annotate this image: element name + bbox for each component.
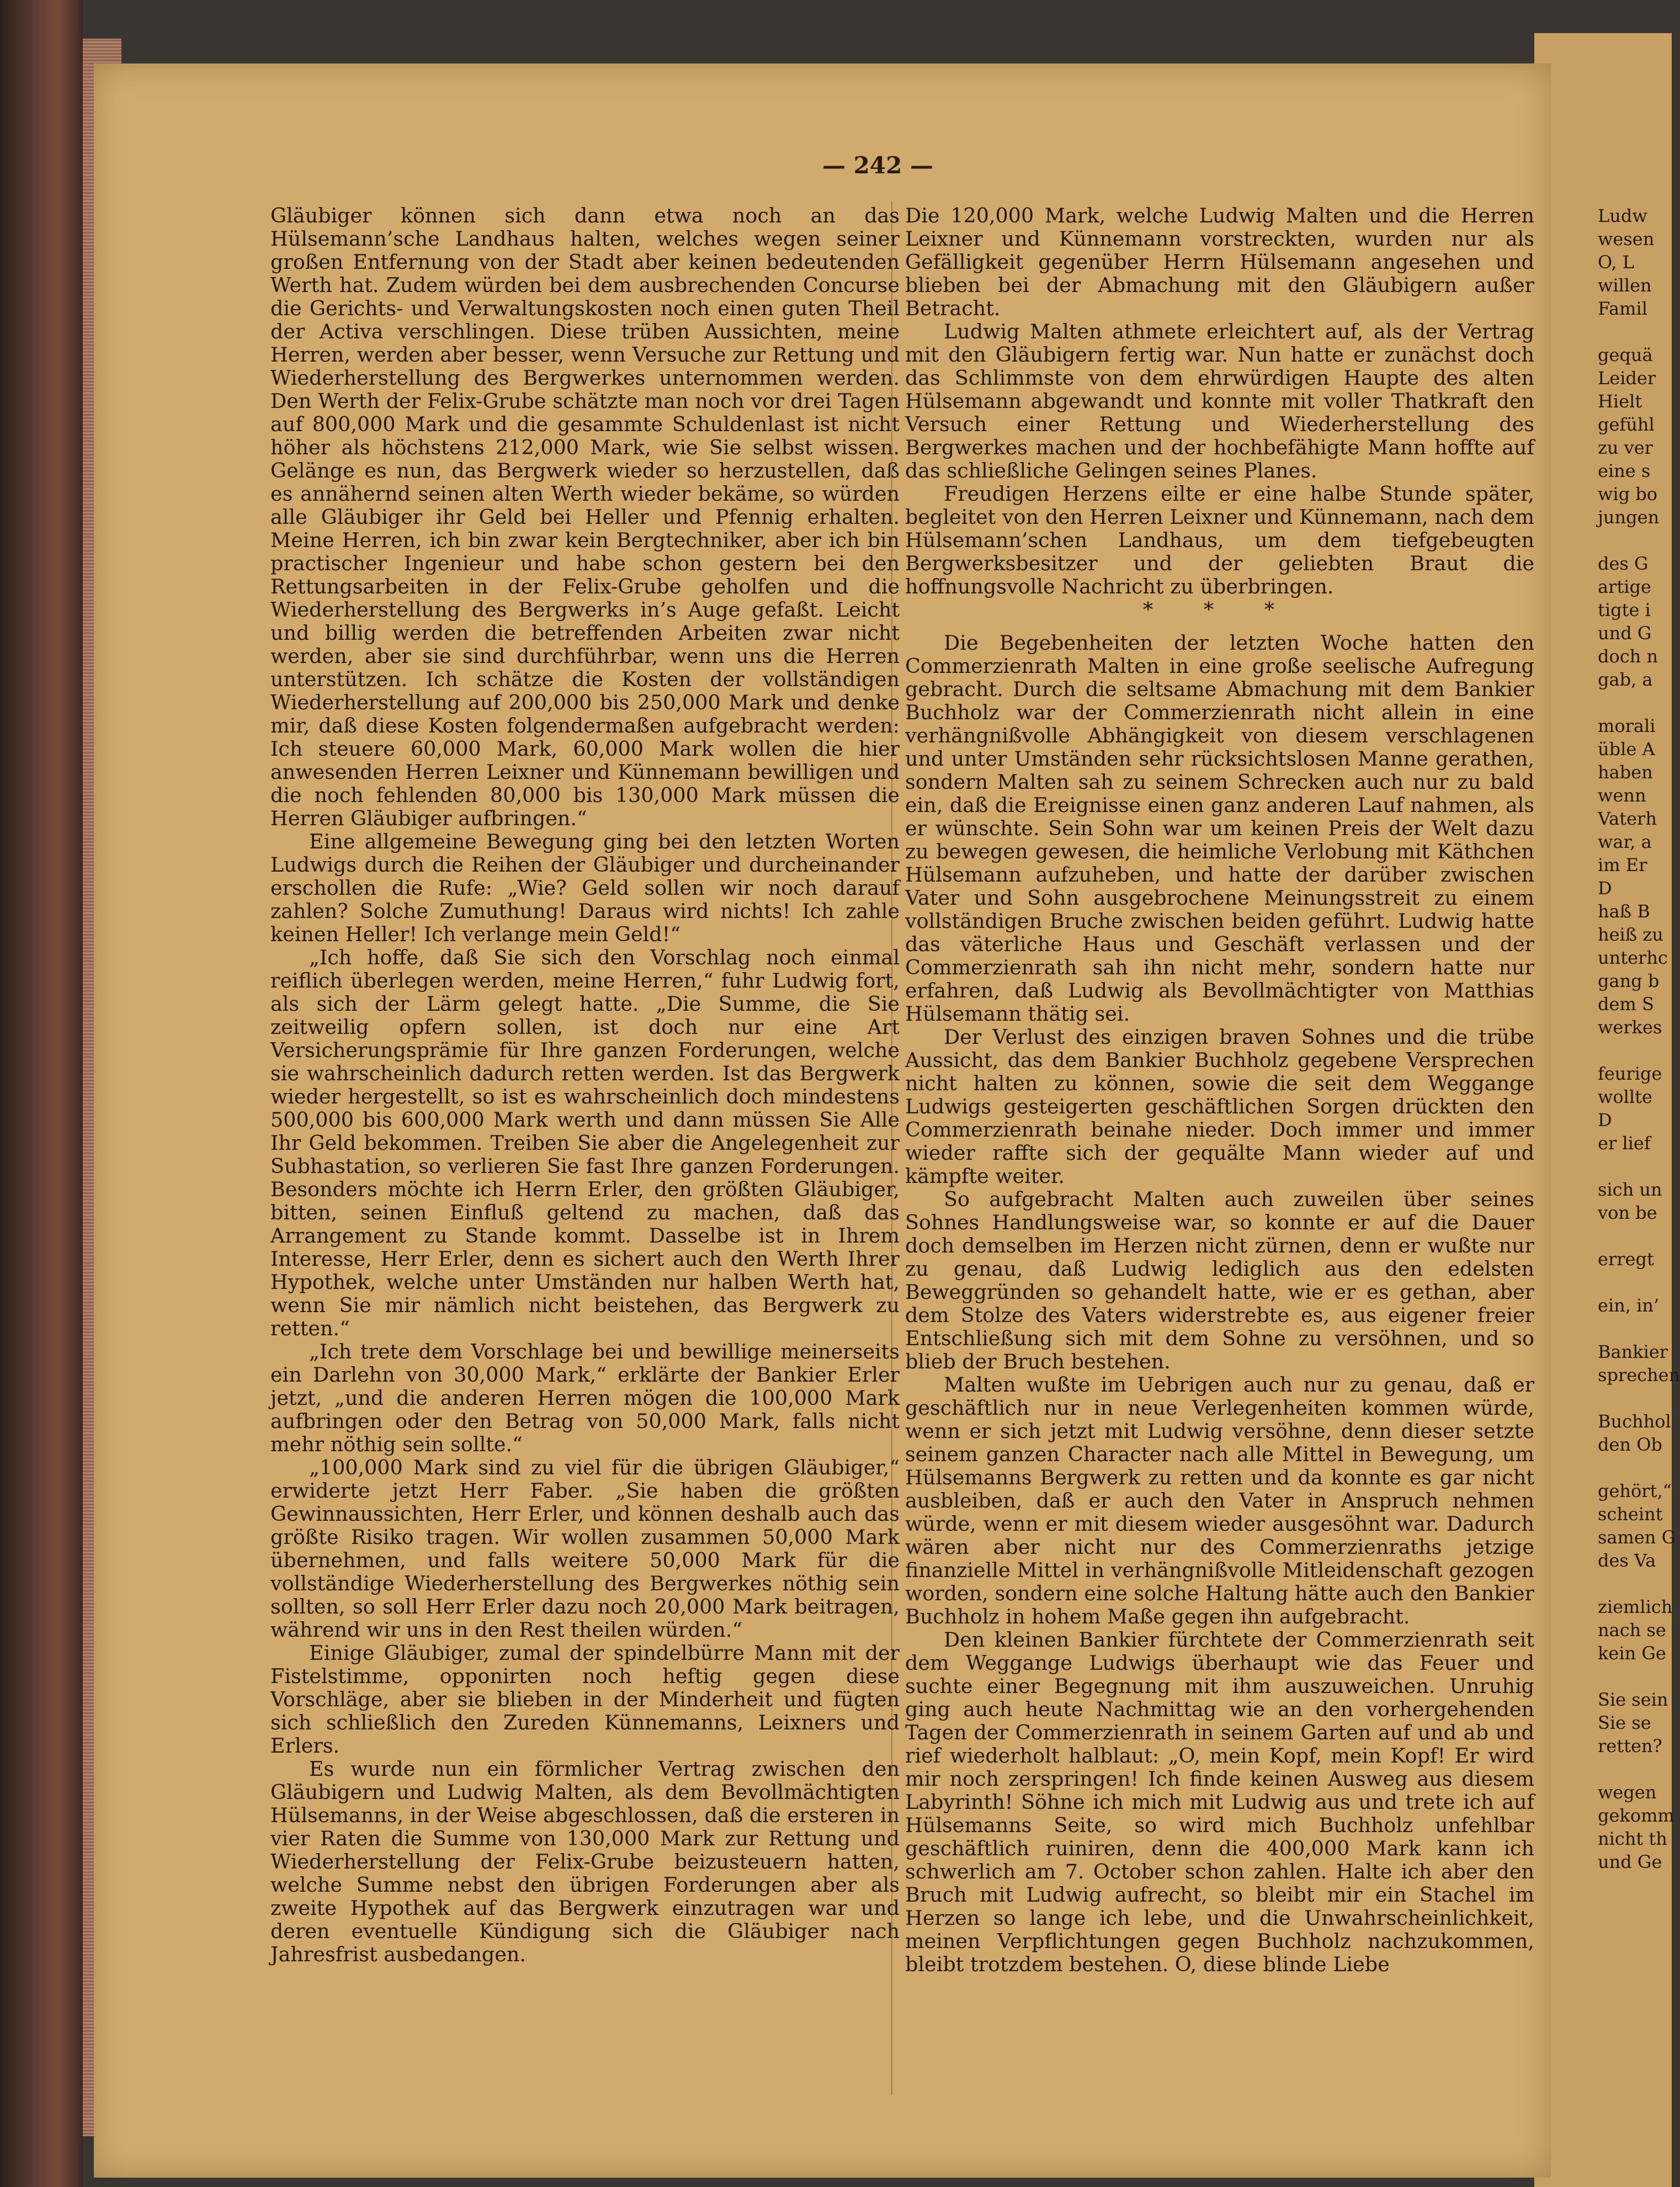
next-page-fragment: wig bo (1598, 484, 1658, 505)
next-page-fragment: tigte i (1598, 599, 1651, 620)
paragraph: Freudigen Herzens eilte er eine halbe Stunde später, begleitet von den Herren Leixner und Künnemann, nach dem Hülsemann’schen Landhaus, um dem tiefgebeugten Bergwerksbesitzer und der geliebten Braut die hoffnungsvolle Nachricht zu überbringen. (905, 482, 1534, 598)
next-page-fragment: Buchhol (1598, 1411, 1671, 1432)
next-page-fragment: O, L (1598, 252, 1634, 273)
next-page-fragment: gekomm (1598, 1805, 1674, 1826)
next-page-fragment: erregt (1598, 1249, 1654, 1270)
paragraph: Es wurde nun ein förmlicher Vertrag zwischen den Gläubigern und Ludwig Malten, als dem Bevollmächtigten Hülsemanns, in der Weise abgeschlossen, daß die ersteren in vier Raten die Summe von 130,000 Mark zur Rettung und Wiederherstellung der Felix-Grube beizusteuern hatten, welche Summe nebst den übrigen Forderungen aber als zweite Hypothek auf das Bergwerk einzutragen war und deren eventuelle Kündigung sich die Gläubiger nach Jahresfrist ausbedangen. (270, 1757, 900, 1966)
next-page-fragment: Hielt (1598, 391, 1642, 412)
next-page-fragment: gefühl (1598, 414, 1655, 435)
next-page-fragment: war, a (1598, 831, 1652, 852)
next-page-fragment: den Ob (1598, 1434, 1662, 1455)
next-page-fragment: wegen (1598, 1782, 1657, 1803)
paragraph: Die Begebenheiten der letzten Woche hatten den Commerzienrath Malten in eine große seelische Aufregung gebracht. Durch die seltsame Abmachung mit dem Bankier Buchholz war der Commerzienrath nicht allein in eine verhängnißvolle Abhängigkeit von diesem verschlagenen und unter Umständen sehr rücksichtslosen Manne gerathen, sondern Malten sah zu seinem Schrecken auch nur zu bald ein, daß die Ereignisse einen ganz anderen Lauf nahmen, als er wünschte. Sein Sohn war um keinen Preis der Welt dazu zu bewegen gewesen, die heimliche Verlobung mit Käthchen Hülsemann aufzuheben, und hatte der darüber zwischen Vater und Sohn ausgebrochene Meinungsstreit zu einem vollständigen Bruche zwischen beiden geführt. Ludwig hatte das väterliche Haus und Geschäft verlassen und der Commerzienrath sah ihn nicht mehr, sondern hatte nur erfahren, daß Ludwig als Bevollmächtigter von Matthias Hülsemann thätig sei. (905, 631, 1534, 1026)
next-page-fragment: gequä (1598, 344, 1653, 365)
next-page-fragment: Famil (1598, 298, 1647, 319)
next-page-fragment (1598, 1271, 1672, 1294)
next-page-fragment (1598, 1572, 1672, 1595)
next-page-fragment: sprechen (1598, 1365, 1680, 1386)
page-number: — 242 — (822, 152, 933, 179)
paragraph: Der Verlust des einzigen braven Sohnes und die trübe Aussicht, das dem Bankier Buchholz gegebene Versprechen nicht halten zu können, sowie die seit dem Weggange Ludwigs gesteigerten geschäftlichen Sorgen drückten den Commerzienrath beinahe nieder. Doch immer und immer wieder raffte sich der gequälte Mann wieder auf und kämpfte weiter. (905, 1025, 1534, 1188)
next-page-fragment: doch n (1598, 646, 1658, 667)
next-page-fragment (1598, 1456, 1672, 1479)
next-page-text-fragments (1598, 204, 1680, 2026)
next-page-fragment: Bankier (1598, 1341, 1668, 1362)
next-page-fragment: haben (1598, 762, 1653, 783)
next-page-fragment: jungen (1598, 507, 1660, 528)
paragraph: „Ich trete dem Vorschlage bei und bewillige meinerseits ein Darlehn von 30,000 Mark,“ erklärte der Bankier Erler jetzt, „und die anderen Herren mögen die 100,000 Mark aufbringen oder den Betrag von 50,000 Mark, falls nicht mehr nöthig sein sollte.“ (270, 1340, 900, 1456)
paragraph: Die 120,000 Mark, welche Ludwig Malten und die Herren Leixner und Künnemann vorstreckten, wurden nur als Gefälligkeit gegenüber Herrn Hülsemann angesehen und blieben bei der Abmachung mit den Gläubigern außer Betracht. (905, 204, 1534, 320)
paragraph: Gläubiger können sich dann etwa noch an das Hülsemann’sche Landhaus halten, welches wegen seiner großen Entfernung von der Stadt aber keinen bedeutenden Werth hat. Zudem würden bei dem ausbrechenden Concurse die Gerichts- und Verwaltungskosten noch einen guten Theil der Activa verschlingen. Diese trüben Aussichten, meine Herren, werden aber besser, wenn Versuche zur Rettung und Wiederherstellung des Bergwerkes unternommen werden. Den Werth der Felix-Grube schätzte man noch vor drei Tagen auf 800,000 Mark und die gesammte Schuldenlast ist nicht höher als höchstens 212,000 Mark, wie Sie selbst wissen. Gelänge es nun, das Bergwerk wieder so herzustellen, daß es annähernd seinen alten Werth wieder bekäme, so würden alle Gläubiger ihr Geld bei Heller und Pfennig erhalten. Meine Herren, ich bin zwar kein Bergtechniker, aber ich bin practischer Ingenieur und habe schon gestern bei den Rettungsarbeiten in der Felix-Grube geholfen und die Wiederherstellung des Bergwerks in’s Auge gefaßt. Leicht und billig werden die betreffenden Arbeiten zwar nicht werden, aber sie sind durchführbar, wenn uns die Herren unterstützen. Ich schätze die Kosten der vollständigen Wiederherstellung auf 200,000 bis 250,000 Mark und denke mir, daß diese Kosten folgendermaßen aufgebracht werden: Ich steuere 60,000 Mark, 60,000 Mark wollen die hier anwesenden Herren Leixner und Künnemann bewilligen und die noch fehlenden 80,000 bis 130,000 Mark müssen die Herren Gläubiger aufbringen.“ (270, 204, 900, 830)
next-page-fragment: und Ge (1598, 1851, 1662, 1872)
paragraph: „Ich hoffe, daß Sie sich den Vorschlag noch einmal reiflich überlegen werden, meine Herren,“ fuhr Ludwig fort, als sich der Lärm gelegt hatte. „Die Summe, die Sie zeitweilig opfern sollen, ist doch nur eine Art Versicherungsprämie für Ihre ganzen Forderungen, welche sie wahrscheinlich dadurch retten werden. Ist das Bergwerk wieder hergestellt, so ist es wahrscheinlich doch mindestens 500,000 bis 600,000 Mark werth und dann müssen Sie Alle Ihr Geld bekommen. Treiben Sie aber die Angelegenheit zur Subhastation, so verlieren Sie fast Ihre ganzen Forderungen. Besonders möchte ich Herrn Erler, den größten Gläubiger, bitten, seinen Einfluß geltend zu machen, daß das Arrangement zu Stande kommt. Dasselbe ist in Ihrem Interesse, Herr Erler, denn es sichert auch den Werth Ihrer Hypothek, welche unter Umständen nur halben Werth hat, wenn Sie mir nämlich nicht beistehen, das Bergwerk zu retten.“ (270, 946, 900, 1340)
next-page-fragment: Leider (1598, 368, 1656, 389)
paragraph: So aufgebracht Malten auch zuweilen über seines Sohnes Handlungsweise war, so konnte er auf die Dauer doch demselben im Herzen nicht zürnen, denn er wußte nur zu genau, daß Ludwig lediglich aus den edelsten Beweggründen so gehandelt hatte, wie er es gethan, aber dem Stolze des Vaters widerstrebte es, aus eigener freier Entschließung sich mit dem Sohne zu versöhnen, und so blieb der Bruch bestehen. (905, 1187, 1534, 1373)
next-page-fragment: üble A (1598, 739, 1655, 760)
next-page-fragment: retten? (1598, 1735, 1662, 1756)
next-page-fragment: zu ver (1598, 437, 1653, 458)
paragraph: Eine allgemeine Bewegung ging bei den letzten Worten Ludwigs durch die Reihen der Gläubiger und durcheinander erschollen die Rufe: „Wie? Geld sollen wir noch darauf zahlen? Solche Zumuthung! Daraus wird nichts! Ich zahle keinen Heller! Ich verlange mein Geld!“ (270, 830, 900, 946)
next-page-fragment: D (1598, 1110, 1612, 1130)
next-page-fragment: und G (1598, 623, 1652, 644)
section-separator: * * * (1143, 598, 1296, 622)
next-page-fragment: unterhc (1598, 947, 1668, 968)
book-binding (0, 0, 83, 2187)
paragraph: Ludwig Malten athmete erleichtert auf, als der Vertrag mit den Gläubigern fertig war. Nun hatte er zunächst doch das Schlimmste von dem ehrwürdigen Haupte des alten Hülsemann abgewandt und konnte mit voller Thatkraft den Versuch einer Rettung und Wiederherstellung des Bergwerkes machen und der hochbefähigte Mann hoffte auf das schließliche Gelingen seines Planes. (905, 320, 1534, 482)
next-page-fragment: nicht th (1598, 1828, 1667, 1849)
paragraph: Einige Gläubiger, zumal der spindelbürre Mann mit der Fistelstimme, opponirten noch heftig gegen diese Vorschläge, aber sie blieben in der Minderheit und fügten sich schließlich den Zureden Künnemanns, Leixners und Erlers. (270, 1641, 900, 1758)
next-page-fragment: dem S (1598, 994, 1654, 1015)
next-page-fragment: werkes (1598, 1017, 1662, 1038)
next-page-fragment (1598, 1039, 1672, 1062)
paragraph: Malten wußte im Uebrigen auch nur zu genau, daß er geschäftlich nur in neue Verlegenheiten kommen würde, wenn er sich jetzt mit Ludwig versöhne, denn dieser setzte seinem ganzen Character nach alle Mittel in Bewegung, um Hülsemanns Bergwerk zu retten und da konnte es gar nicht ausbleiben, daß er auch den Vater in Anspruch nehmen würde, wenn er mit diesem wieder ausgesöhnt war. Dadurch wären aber nicht nur des Commerzienraths jetzige finanzielle Mittel in verhängnißvolle Mitleidenschaft gezogen worden, sondern eine solche Haltung hätte auch den Bankier Buchholz in hohem Maße gegen ihn aufgebracht. (905, 1373, 1534, 1628)
next-page-fragment: Vaterh (1598, 808, 1657, 829)
next-page-fragment (1598, 1224, 1672, 1248)
next-page-fragment: von be (1598, 1202, 1657, 1223)
next-page-fragment (1598, 691, 1672, 714)
paragraph: „100,000 Mark sind zu viel für die übrigen Gläubiger,“ erwiderte jetzt Herr Faber. „Sie haben die größten Gewinnaussichten, Herr Erler, und können deshalb auch das größte Risiko tragen. Wir wollen zusammen 50,000 Mark übernehmen, und falls weitere 50,000 Mark für die vollständige Wiederherstellung des Bergwerkes nöthig sein sollten, so soll Herr Erler dazu noch 20,000 Mark beitragen, während wir uns in den Rest theilen würden.“ (270, 1456, 900, 1642)
text-column-left (270, 204, 900, 1966)
next-page-fragment: ein, in’ (1598, 1295, 1660, 1316)
next-page-fragment: Ludw (1598, 205, 1647, 226)
text-column-right (905, 204, 1534, 1976)
next-page-fragment: im Er (1598, 854, 1647, 875)
next-page-fragment: willen (1598, 275, 1652, 296)
next-page-fragment: Sie sein (1598, 1689, 1668, 1710)
next-page-fragment: heiß zu (1598, 924, 1663, 945)
next-page-fragment: feurige (1598, 1063, 1662, 1084)
column-divider (891, 201, 892, 2095)
next-page-fragment: des G (1598, 553, 1649, 574)
next-page-fragment: haß B (1598, 901, 1650, 922)
next-page-fragment: Sie se (1598, 1712, 1651, 1733)
next-page-fragment: wesen (1598, 229, 1655, 250)
next-page-fragment: kein Ge (1598, 1643, 1666, 1664)
next-page-fragment (1598, 1387, 1672, 1410)
next-page-fragment: artige (1598, 576, 1651, 597)
next-page-fragment: sich un (1598, 1179, 1662, 1200)
next-page-fragment: gang b (1598, 970, 1660, 991)
next-page-fragment: gehört,“ (1598, 1480, 1672, 1501)
next-page-fragment: nach se (1598, 1620, 1666, 1641)
next-page-fragment: gab, a (1598, 669, 1653, 690)
next-page-fragment: scheint (1598, 1504, 1663, 1525)
next-page-fragment: er lief (1598, 1133, 1651, 1154)
next-page-fragment: wollte (1598, 1086, 1652, 1107)
next-page-fragment (1598, 1665, 1672, 1688)
next-page-fragment: des Va (1598, 1550, 1656, 1571)
next-page-fragment: morali (1598, 715, 1656, 736)
next-page-fragment: ziemlich (1598, 1596, 1673, 1617)
next-page-fragment (1598, 320, 1672, 343)
next-page-fragment (1598, 1317, 1672, 1340)
next-page-fragment (1598, 1758, 1672, 1781)
next-page-fragment (1598, 529, 1672, 552)
next-page-fragment: eine s (1598, 460, 1651, 481)
next-page-fragment: wenn (1598, 785, 1646, 806)
next-page-fragment (1598, 1155, 1672, 1178)
next-page-fragment: D (1598, 878, 1612, 899)
paragraph: Den kleinen Bankier fürchtete der Commerzienrath seit dem Weggange Ludwigs überhaupt wie das Feuer und suchte einer Begegnung mit ihm auszuweichen. Unruhig ging auch heute Nachmittag wie an den vorhergehenden Tagen der Commerzienrath in seinem Garten auf und ab und rief wiederholt halblaut: „O, mein Kopf, mein Kopf! Er wird mir noch zerspringen! Ich finde keinen Ausweg aus diesem Labyrinth! Söhne ich mich mit Ludwig aus und trete ich auf Hülsemanns Seite, so wird mich Buchholz unfehlbar geschäftlich ruiniren, denn die 400,000 Mark kann ich schwerlich am 7. October schon zahlen. Halte ich aber den Bruch mit Ludwig aufrecht, so bleibt mir ein Stachel im Herzen so lange ich lebe, und die Unwahrscheinlichkeit, meinen Verpflichtungen gegen Buchholz nachzukommen, bleibt trotzdem bestehen. O, diese blinde Liebe (905, 1628, 1534, 1976)
next-page-fragment: samen G (1598, 1527, 1676, 1548)
